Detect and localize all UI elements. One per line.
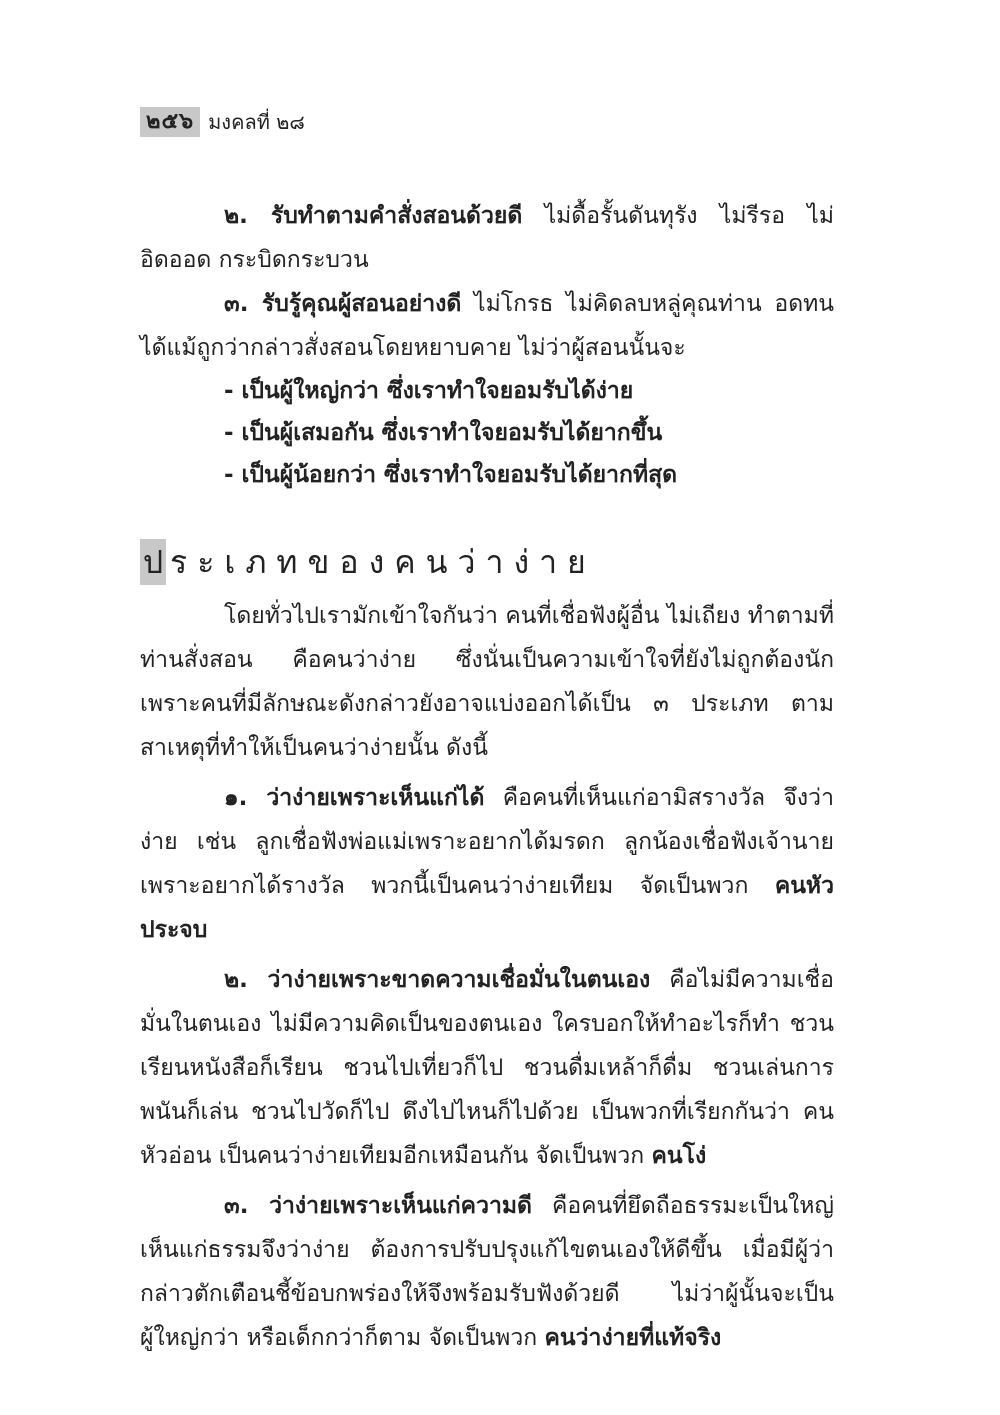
intro-item-2-body: ไม่ดื้อรั้นดันทุรัง ไม่รีรอ ไม่อิดออด กระบิดกระบวน [140, 203, 835, 273]
intro-item-2 [140, 194, 834, 282]
type-item-1-category: คนหัวประจบ [140, 873, 835, 943]
page-number: ๒๕๖ [140, 107, 200, 137]
section-heading-initial: ป [140, 539, 166, 585]
section-paragraph: โดยทั่วไปเรามักเข้าใจกันว่า คนที่เชื่อฟังผู้อื่น ไม่เถียง ทำตามที่ท่านสั่งสอน คือคนว่าง่าย ซึ่งนั่นเป็นความเข้าใจที่ยังไม่ถูกต้องนัก เพราะคนที่มีลักษณะดังกล่าวยังอาจแบ่งออกได้เป็น ๓ ประเภท ตามสาเหตุที่ทำให้เป็นคนว่าง่ายนั้น ดังนี้ [140, 603, 834, 761]
type-item-2-title: ๒. ว่าง่ายเพราะขาดความเชื่อมั่นในตนเอง [224, 967, 651, 993]
type-item-1 [140, 776, 834, 952]
section-heading-text: ระเภทของคนว่าง่าย [170, 543, 596, 581]
type-item-2-body: คือไม่มีความเชื่อมั่นในตนเอง ไม่มีความคิดเป็นของตนเอง ใครบอกให้ทำอะไรก็ทำ ชวนเรียนหนังสือก็เรียน ชวนไปเที่ยวก็ไป ชวนดื่มเหล้าก็ดื่ม ชวนเล่นการพนันก็เล่น ชวนไปวัดก็ไป ดึงไปไหนก็ไปด้วย เป็นพวกที่เรียกกันว่า คนหัวอ่อน เป็นคนว่าง่ายเทียมอีกเหมือนกัน จัดเป็นพวก [140, 967, 834, 1169]
intro-item-3 [140, 282, 834, 370]
type-item-1-body: คือคนที่เห็นแก่อามิสรางวัล จึงว่าง่าย เช่น ลูกเชื่อฟังพ่อแม่เพราะอยากได้มรดก ลูกน้องเชื่อฟังเจ้านายเพราะอยากได้รางวัล พวกนี้เป็นคนว่าง่ายเทียม จัดเป็นพวก [140, 785, 834, 899]
intro-item-2-title: ๒. รับทำตามคำสั่งสอนด้วยดี [224, 203, 523, 229]
type-item-3-body: คือคนที่ยึดถือธรรมะเป็นใหญ่ เห็นแก่ธรรมจึงว่าง่าย ต้องการปรับปรุงแก้ไขตนเองให้ดีขึ้น เมื่อมีผู้ว่ากล่าวตักเตือนชี้ข้อบกพร่องให้จึงพร้อมรับฟังด้วยดี ไม่ว่าผู้นั้นจะเป็นผู้ใหญ่กว่า หรือเด็กกว่าก็ตาม จัดเป็นพวก [140, 1193, 834, 1351]
type-item-1-title: ๑. ว่าง่ายเพราะเห็นแก่ได้ [224, 785, 485, 811]
page-body [140, 194, 834, 1360]
type-item-3-category: คนว่าง่ายที่แท้จริง [544, 1325, 722, 1351]
bullet-item: - เป็นผู้ใหญ่กว่า ซึ่งเราทำใจยอมรับได้ง่าย [224, 378, 634, 404]
bullet-item: - เป็นผู้น้อยกว่า ซึ่งเราทำใจยอมรับได้ยากที่สุด [224, 462, 678, 488]
chapter-label: มงคลที่ ๒๘ [208, 110, 305, 134]
type-item-2 [140, 958, 834, 1178]
bullet-item: - เป็นผู้เสมอกัน ซึ่งเราทำใจยอมรับได้ยากขึ้น [224, 420, 663, 446]
type-item-3-title: ๓. ว่าง่ายเพราะเห็นแก่ความดี [224, 1193, 532, 1219]
page-header [140, 106, 305, 138]
intro-item-3-title: ๓. รับรู้คุณผู้สอนอย่างดี [224, 291, 462, 317]
intro-item-3-body: ไม่โกรธ ไม่คิดลบหลู่คุณท่าน อดทนได้แม้ถูกว่ากล่าวสั่งสอนโดยหยาบคาย ไม่ว่าผู้สอนนั้นจะ [140, 291, 835, 361]
type-item-3 [140, 1184, 834, 1360]
section-heading [140, 536, 834, 588]
type-item-2-category: คนโง่ [651, 1143, 707, 1169]
